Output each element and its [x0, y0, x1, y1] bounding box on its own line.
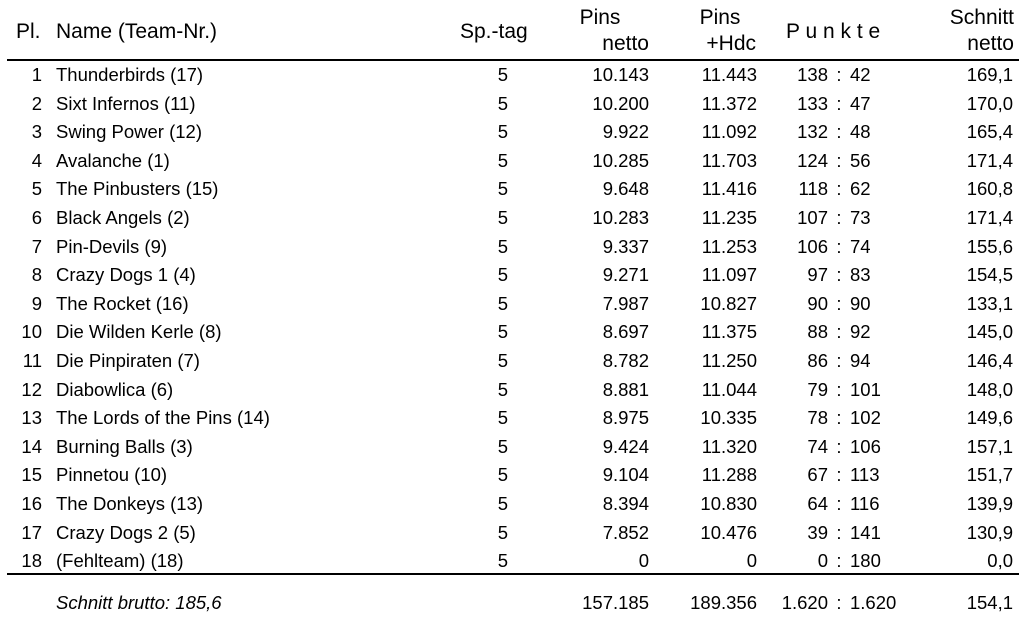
row-spieltag: 5	[497, 407, 508, 429]
row-punkte-lost: 113	[850, 464, 880, 486]
table-row	[0, 433, 1024, 461]
footer-pins-netto: 157.185	[582, 592, 649, 613]
row-pins-netto: 9.648	[602, 178, 649, 200]
row-schnitt-netto: 171,4	[966, 207, 1013, 228]
row-pins-hdc: 10.476	[700, 521, 757, 543]
row-spieltag: 5	[497, 149, 508, 171]
row-schnitt-netto: 155,6	[966, 235, 1013, 257]
table-row	[0, 118, 1024, 146]
header-punkte: P u n k t e	[786, 20, 881, 43]
footer-punkte-colon: :	[836, 592, 842, 613]
row-pins-netto: 10.285	[592, 149, 649, 171]
row-team-name: (Fehlteam) (18)	[56, 550, 184, 572]
header-pins-netto-line1: Pins	[579, 6, 621, 29]
row-spieltag: 5	[497, 92, 508, 114]
row-pins-netto: 9.424	[602, 435, 649, 457]
row-place: 11	[22, 350, 42, 371]
row-schnitt-netto: 0,0	[987, 550, 1013, 572]
row-pins-hdc: 10.830	[700, 493, 757, 514]
row-place: 14	[21, 435, 42, 457]
row-punkte-lost: 48	[850, 121, 871, 143]
row-pins-hdc: 11.375	[701, 321, 757, 343]
row-pins-netto: 9.271	[602, 264, 649, 286]
row-schnitt-netto: 170,0	[966, 92, 1013, 114]
row-punkte-won: 97	[807, 264, 828, 286]
row-team-name: Diabowlica (6)	[56, 378, 174, 400]
footer-schnitt-brutto: Schnitt brutto: 185,6	[56, 592, 222, 613]
row-punkte-won: 138	[797, 64, 828, 85]
row-pins-netto: 7.987	[602, 292, 649, 314]
row-schnitt-netto: 146,4	[966, 350, 1013, 371]
header-sptag: Sp.-tag	[460, 20, 528, 43]
header-pins-netto-line2: netto	[602, 32, 649, 55]
row-place: 7	[31, 235, 42, 257]
row-punkte-won: 64	[807, 493, 828, 514]
row-punkte-won: 0	[817, 550, 828, 572]
table-row	[0, 90, 1024, 118]
row-punkte-lost: 106	[850, 435, 881, 457]
row-spieltag: 5	[497, 493, 508, 514]
row-pins-netto: 8.881	[602, 378, 649, 400]
row-punkte-won: 118	[798, 178, 828, 200]
row-team-name: Pin-Devils (9)	[56, 235, 168, 257]
row-punkte-colon: :	[836, 521, 842, 543]
row-pins-netto: 10.143	[592, 64, 649, 85]
row-punkte-won: 79	[807, 378, 828, 400]
footer-punkte-lost: 1.620	[850, 592, 897, 613]
table-row	[0, 547, 1024, 575]
row-punkte-won: 67	[807, 464, 828, 486]
row-punkte-won: 106	[797, 235, 828, 257]
row-punkte-won: 133	[797, 92, 828, 114]
row-spieltag: 5	[497, 207, 508, 228]
row-team-name: The Donkeys (13)	[56, 493, 204, 514]
row-pins-netto: 8.975	[602, 407, 649, 429]
row-team-name: Burning Balls (3)	[56, 435, 193, 457]
row-schnitt-netto: 154,5	[966, 264, 1013, 286]
row-team-name: Crazy Dogs 1 (4)	[56, 264, 196, 286]
row-place: 1	[31, 64, 42, 85]
row-punkte-won: 107	[797, 207, 828, 228]
row-spieltag: 5	[497, 292, 508, 314]
row-punkte-colon: :	[836, 64, 842, 85]
footer-row	[0, 589, 1024, 617]
row-punkte-won: 86	[807, 350, 828, 371]
row-punkte-colon: :	[836, 350, 842, 371]
row-punkte-colon: :	[836, 435, 842, 457]
row-place: 13	[21, 407, 42, 429]
row-pins-hdc: 11.320	[701, 435, 757, 457]
row-pins-hdc: 11.443	[701, 64, 757, 85]
row-pins-netto: 0	[638, 550, 649, 572]
row-punkte-lost: 116	[850, 493, 880, 514]
header-pins-hdc-line2: +Hdc	[706, 32, 756, 55]
row-schnitt-netto: 130,9	[966, 521, 1013, 543]
table-row	[0, 204, 1024, 232]
table-row	[0, 261, 1024, 289]
row-schnitt-netto: 157,1	[966, 435, 1013, 457]
header-pins-hdc-line1: Pins	[699, 6, 741, 29]
row-team-name: The Rocket (16)	[56, 292, 189, 314]
row-punkte-colon: :	[836, 550, 842, 572]
row-schnitt-netto: 165,4	[966, 121, 1013, 143]
row-team-name: Pinnetou (10)	[56, 464, 168, 486]
row-punkte-lost: 62	[850, 178, 871, 200]
row-punkte-colon: :	[836, 321, 842, 343]
row-pins-hdc: 11.250	[701, 350, 757, 371]
row-punkte-colon: :	[836, 207, 842, 228]
row-place: 15	[21, 464, 42, 486]
row-punkte-colon: :	[836, 493, 842, 514]
row-spieltag: 5	[497, 464, 508, 486]
footer-rule	[7, 573, 1019, 575]
table-row	[0, 175, 1024, 203]
row-pins-hdc: 10.335	[700, 407, 757, 429]
table-row	[0, 461, 1024, 489]
row-pins-netto: 8.697	[602, 321, 649, 343]
row-team-name: Die Wilden Kerle (8)	[56, 321, 222, 343]
row-team-name: Avalanche (1)	[56, 149, 170, 171]
table-row	[0, 404, 1024, 432]
table-row	[0, 347, 1024, 375]
table-row	[0, 233, 1024, 261]
row-punkte-colon: :	[836, 407, 842, 429]
row-place: 16	[21, 493, 42, 514]
row-pins-netto: 7.852	[602, 521, 649, 543]
row-punkte-won: 132	[797, 121, 828, 143]
row-place: 10	[21, 321, 42, 343]
row-punkte-won: 88	[807, 321, 828, 343]
header-schnitt-line1: Schnitt	[949, 6, 1014, 29]
row-schnitt-netto: 169,1	[966, 64, 1013, 85]
row-spieltag: 5	[497, 321, 508, 343]
row-pins-hdc: 11.044	[701, 378, 757, 400]
row-punkte-lost: 141	[850, 521, 881, 543]
row-schnitt-netto: 160,8	[966, 178, 1013, 200]
row-punkte-colon: :	[836, 92, 842, 114]
row-pins-hdc: 11.235	[701, 207, 757, 228]
row-punkte-lost: 180	[850, 550, 881, 572]
table-row	[0, 61, 1024, 89]
row-team-name: Die Pinpiraten (7)	[56, 350, 200, 371]
row-pins-hdc: 11.372	[701, 92, 757, 114]
row-schnitt-netto: 148,0	[966, 378, 1013, 400]
row-spieltag: 5	[497, 350, 508, 371]
row-punkte-colon: :	[836, 235, 842, 257]
row-team-name: The Pinbusters (15)	[56, 178, 219, 200]
row-punkte-lost: 74	[850, 235, 871, 257]
row-pins-netto: 8.782	[602, 350, 649, 371]
row-pins-netto: 10.200	[592, 92, 649, 114]
footer-pins-hdc: 189.356	[690, 592, 757, 613]
row-spieltag: 5	[497, 521, 508, 543]
row-team-name: The Lords of the Pins (14)	[56, 407, 270, 429]
row-punkte-colon: :	[836, 292, 842, 314]
row-punkte-lost: 47	[850, 92, 871, 114]
row-punkte-colon: :	[836, 464, 842, 486]
row-team-name: Crazy Dogs 2 (5)	[56, 521, 196, 543]
row-place: 12	[21, 378, 42, 400]
row-spieltag: 5	[497, 235, 508, 257]
row-punkte-won: 90	[807, 292, 828, 314]
row-spieltag: 5	[497, 178, 508, 200]
row-place: 18	[21, 550, 42, 572]
row-place: 3	[31, 121, 42, 143]
row-punkte-lost: 83	[850, 264, 871, 286]
row-pins-hdc: 11.703	[701, 149, 757, 171]
row-place: 4	[31, 149, 42, 171]
row-pins-hdc: 0	[746, 550, 757, 572]
row-place: 6	[31, 207, 42, 228]
row-pins-hdc: 11.253	[701, 235, 757, 257]
row-punkte-colon: :	[836, 121, 842, 143]
table-row	[0, 147, 1024, 175]
row-pins-netto: 10.283	[592, 207, 649, 228]
row-punkte-won: 78	[807, 407, 828, 429]
row-spieltag: 5	[497, 378, 508, 400]
table-row	[0, 290, 1024, 318]
table-row	[0, 376, 1024, 404]
row-punkte-colon: :	[836, 149, 842, 171]
row-pins-hdc: 11.097	[701, 264, 757, 286]
row-team-name: Black Angels (2)	[56, 207, 190, 228]
row-place: 5	[31, 178, 42, 200]
row-spieltag: 5	[497, 121, 508, 143]
table-row	[0, 318, 1024, 346]
footer-punkte-won: 1.620	[781, 592, 828, 613]
row-team-name: Swing Power (12)	[56, 121, 203, 143]
row-schnitt-netto: 139,9	[966, 493, 1013, 514]
row-pins-hdc: 10.827	[700, 292, 757, 314]
row-punkte-lost: 42	[850, 64, 871, 85]
row-spieltag: 5	[497, 264, 508, 286]
table-row	[0, 519, 1024, 547]
row-punkte-lost: 92	[850, 321, 871, 343]
row-place: 2	[31, 92, 42, 114]
row-team-name: Sixt Infernos (11)	[56, 92, 196, 114]
row-pins-hdc: 11.092	[701, 121, 757, 143]
row-schnitt-netto: 171,4	[966, 149, 1013, 171]
row-spieltag: 5	[497, 64, 508, 85]
row-pins-netto: 9.922	[602, 121, 649, 143]
row-pins-netto: 9.104	[602, 464, 649, 486]
row-spieltag: 5	[497, 435, 508, 457]
row-schnitt-netto: 149,6	[966, 407, 1013, 429]
row-team-name: Thunderbirds (17)	[56, 64, 204, 85]
header-schnitt-line2: netto	[967, 32, 1014, 55]
row-punkte-lost: 101	[850, 378, 881, 400]
row-punkte-won: 124	[797, 149, 828, 171]
row-pins-netto: 8.394	[602, 493, 649, 514]
table-row	[0, 490, 1024, 518]
header-name: Name (Team-Nr.)	[56, 20, 218, 43]
row-place: 9	[31, 292, 42, 314]
row-punkte-lost: 90	[850, 292, 871, 314]
row-punkte-colon: :	[836, 264, 842, 286]
row-punkte-colon: :	[836, 178, 842, 200]
row-schnitt-netto: 133,1	[966, 292, 1013, 314]
row-place: 8	[31, 264, 42, 286]
row-pins-hdc: 11.416	[701, 178, 757, 200]
header-pl: Pl.	[16, 20, 41, 43]
row-punkte-lost: 56	[850, 149, 871, 171]
row-punkte-won: 39	[807, 521, 828, 543]
row-schnitt-netto: 151,7	[966, 464, 1013, 486]
row-punkte-won: 74	[807, 435, 828, 457]
row-punkte-lost: 94	[850, 350, 871, 371]
footer-schnitt: 154,1	[966, 592, 1013, 613]
row-spieltag: 5	[497, 550, 508, 572]
row-punkte-lost: 102	[850, 407, 881, 429]
row-place: 17	[21, 521, 42, 543]
row-punkte-colon: :	[836, 378, 842, 400]
row-schnitt-netto: 145,0	[966, 321, 1013, 343]
row-pins-hdc: 11.288	[701, 464, 757, 486]
row-pins-netto: 9.337	[602, 235, 649, 257]
row-punkte-lost: 73	[850, 207, 871, 228]
